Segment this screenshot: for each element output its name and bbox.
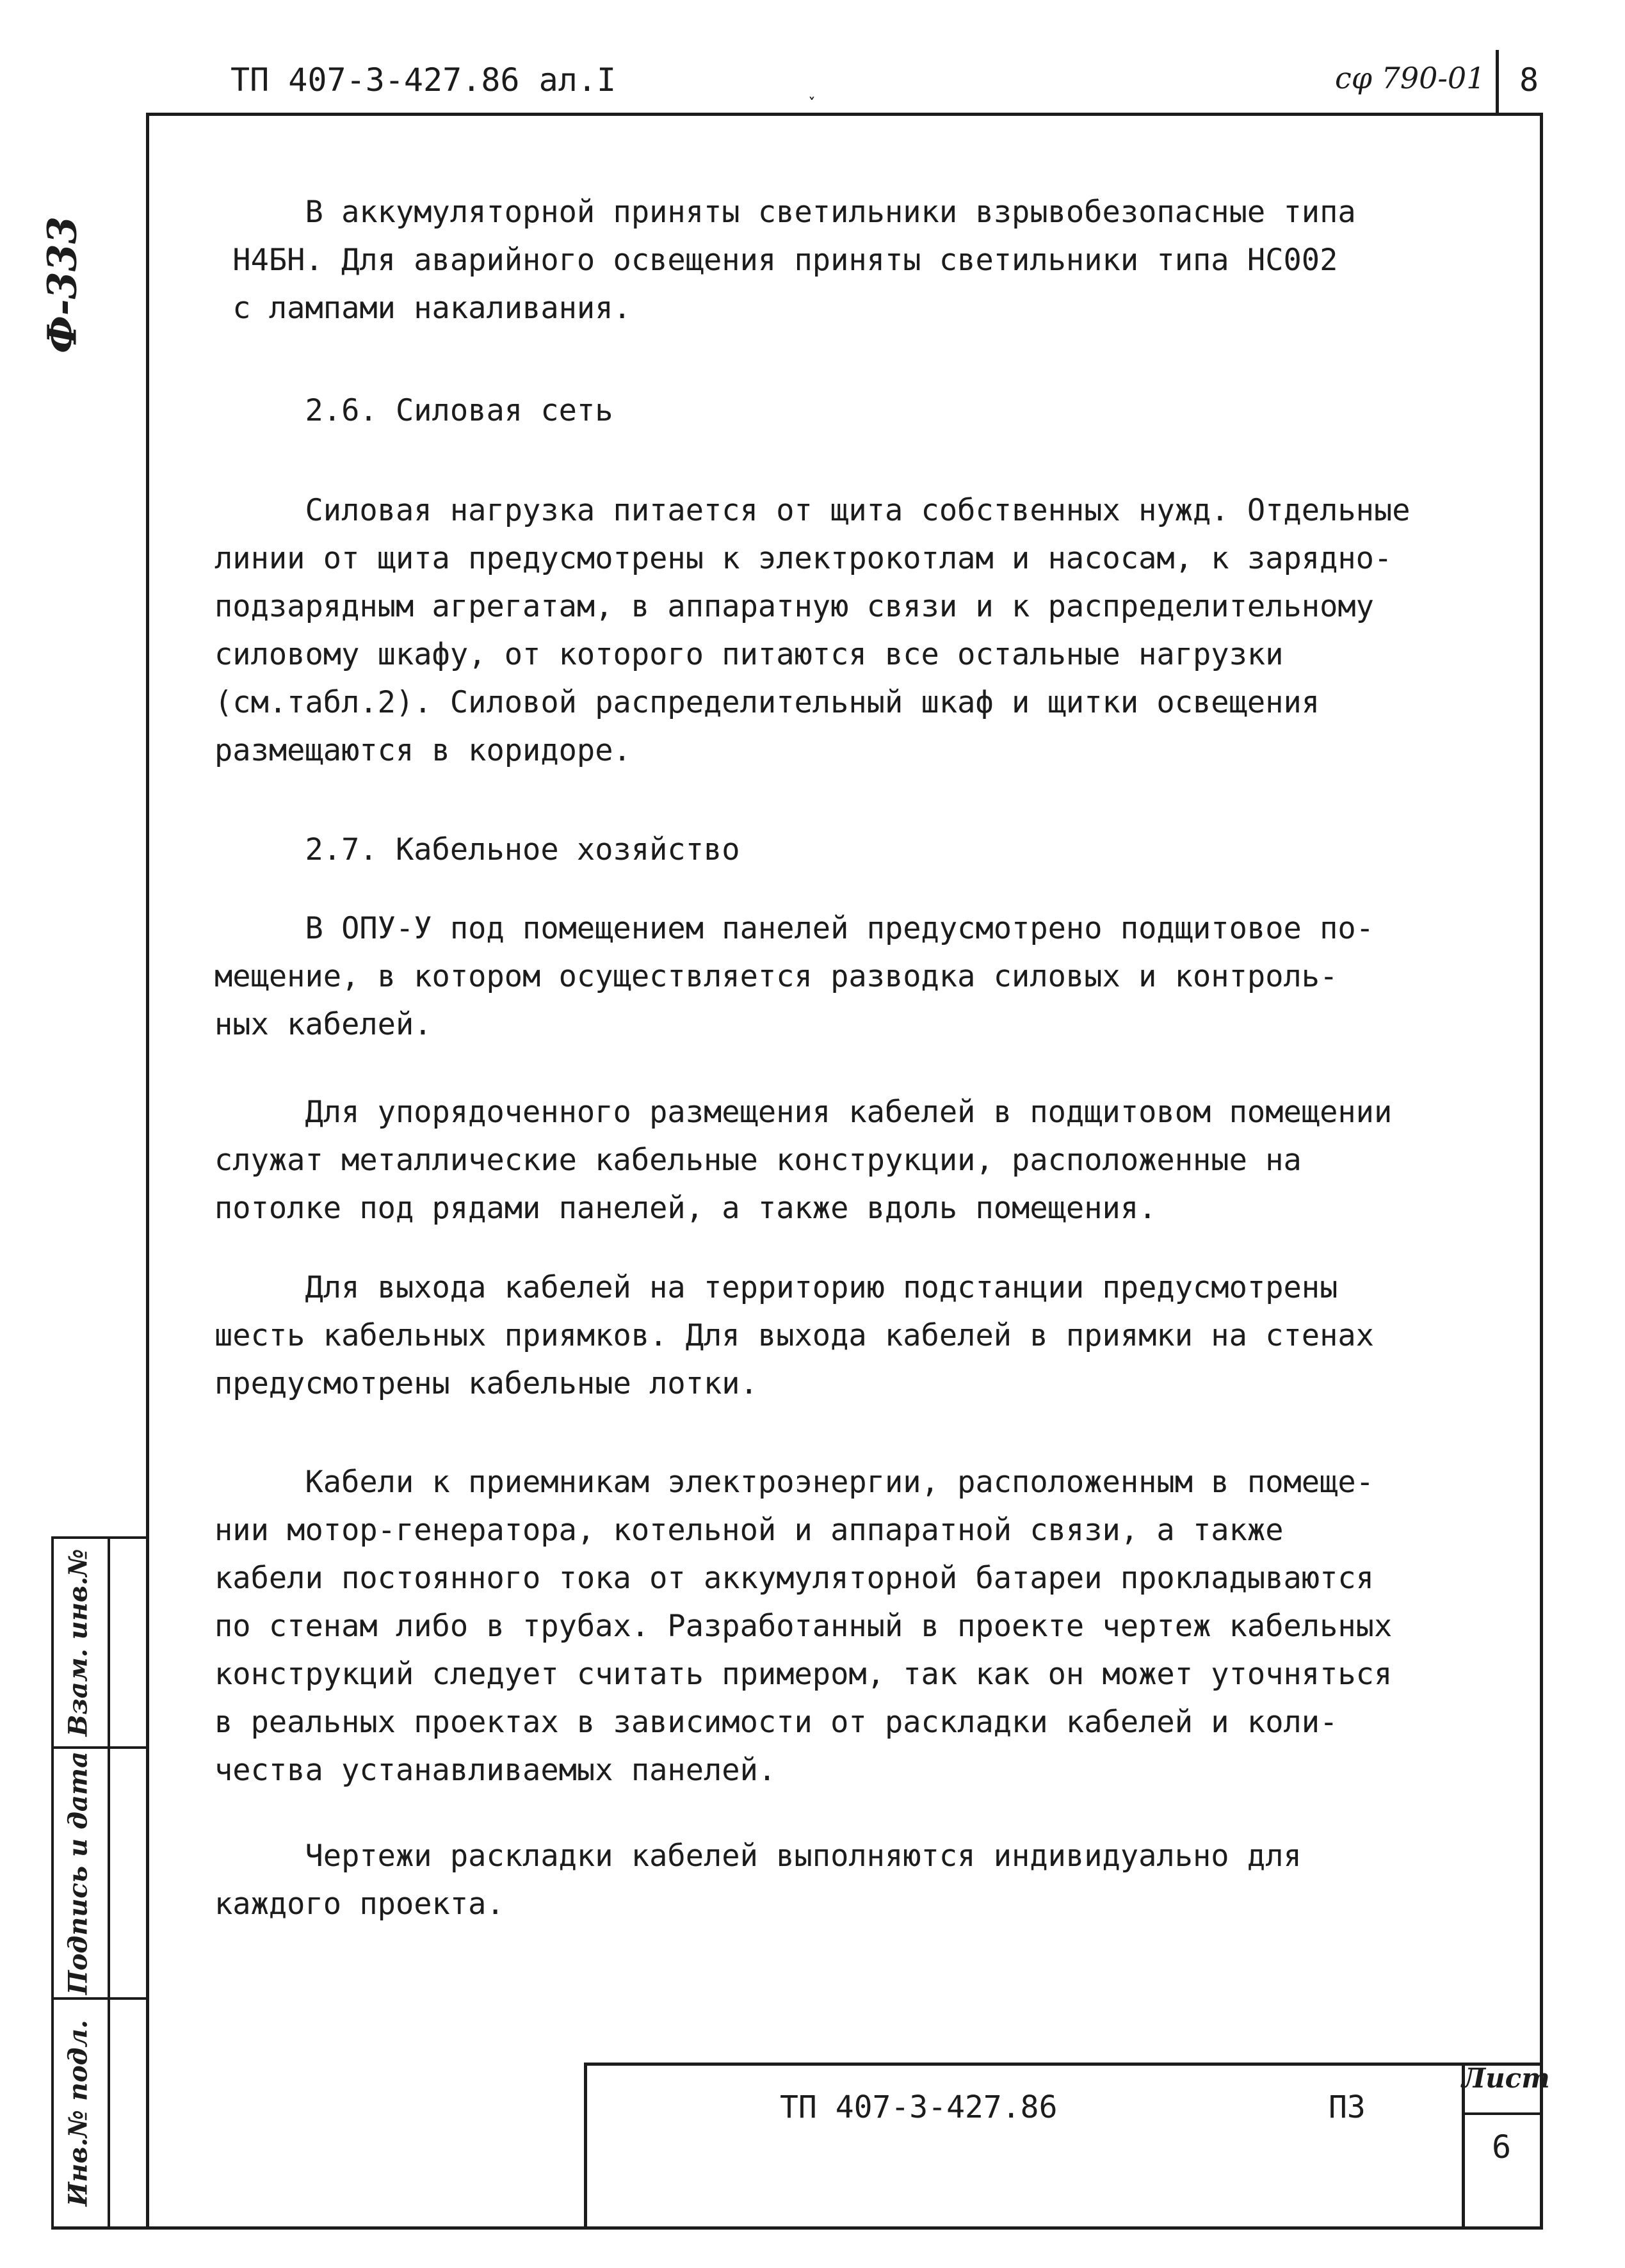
title-block-top-line [584,2063,1543,2066]
binding-label-sign-date [50,1749,106,1997]
section-heading-power-network: 2.6. Силовая сеть [214,393,613,428]
header-page-number: 8 [1519,61,1539,99]
paragraph-cable-drawings: Чертежи раскладки кабелей выполняются индивидуально для каждого проекта. [214,1838,1302,1922]
paragraph-power-load: Силовая нагрузка питается от щита собственных нужд. Отдельные линии от щита предусмотрены к электрокотлам и насосам, к зарядно- подзарядным агрегатам, в аппаратную связи и к распределительному силовому шкафу, от которого питаются все остальные нагрузки (см.табл.2). Силовой распределительный шкаф и щитки освещения размещаются в коридоре. [214,493,1411,768]
frame-right-line [1540,113,1543,2229]
binding-label-inv-orig [50,2000,106,2226]
paragraph-cable-room: В ОПУ-У под помещением панелей предусмотрено подщитовое по- мещение, в котором осуществляется разводка силовых и контроль- ных кабелей. [214,911,1374,1042]
paragraph-cable-pits: Для выхода кабелей на территорию подстанции предусмотрены шесть кабельных приямков. Для выхода кабелей в приямки на стенах предусмотрены кабельные лотки. [214,1270,1374,1401]
frame-top-line [146,113,1542,116]
sheet-cell-divider-line [1462,2112,1543,2115]
title-block-left-line [584,2063,587,2229]
frame-left-line [146,113,149,2229]
binding-label-sign-date-text: Подпись и дата [63,1751,93,1995]
frame-bottom-line [51,2226,1543,2230]
side-stamp [27,179,97,390]
footer-document-code: ТП 407-3-427.86 [780,2089,1058,2125]
paragraph-cable-routing: Кабели к приемникам электроэнергии, расположенным в помеще- нии мотор-генератора, котельной и аппаратной связи, а также кабели постоянного тока от аккумуляторной батареи прокладываются по стенам либо в трубах. Разработанный в проекте чертеж кабельных конструкций следует считать примером, так как он может уточняться в реальных проектах в зависимости от раскладки кабелей и коли- чества устанавливаемых панелей. [214,1465,1393,1788]
header-divider-line [1496,50,1499,115]
section-heading-cable-facilities: 2.7. Кабельное хозяйство [214,832,740,867]
header-mark: ˯ [808,76,822,102]
header-document-code: ТП 407-3-427.86 ал.I [230,61,617,99]
binding-label-replace-inv-text: Взам. инв.№ [63,1548,93,1737]
binding-label-replace-inv [50,1539,106,1746]
footer-sheet-number: 6 [1492,2128,1512,2166]
side-stamp-text: Ф-333 [38,216,86,353]
header-handwritten-ref: cφ 790-01 [1335,61,1485,95]
footer-document-type: ПЗ [1329,2089,1366,2125]
binding-strip-inner-line [108,1536,110,2229]
paragraph-lighting-types: В аккумуляторной приняты светильники взрывобезопасные типа Н4БН. Для аварийного освещения приняты светильники типа НС002 с лампами накаливания. [232,195,1356,326]
paragraph-cable-structures: Для упорядоченного размещения кабелей в подщитовом помещении служат металлические кабельные конструкции, расположенные на потолке под рядами панелей, а также вдоль помещения. [214,1095,1393,1226]
footer-sheet-label: Лист [1462,2063,1550,2094]
binding-label-inv-orig-text: Инв.№ подл. [63,2020,93,2207]
